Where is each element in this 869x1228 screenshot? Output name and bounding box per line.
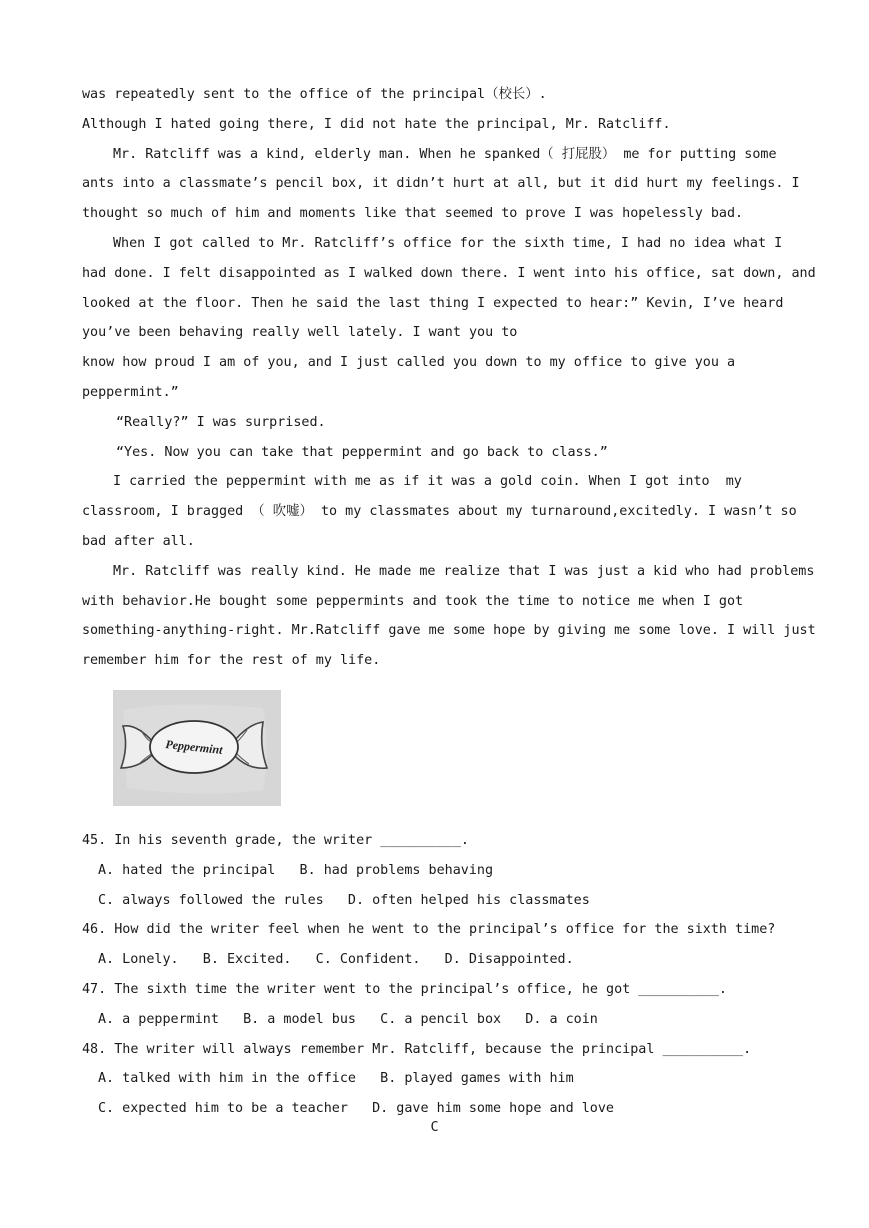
passage-line: “Yes. Now you can take that peppermint and go back to class.”: [116, 444, 608, 460]
question-45: [82, 826, 782, 915]
question-stem: 46. How did the writer feel when he went to the principal’s office for the sixth time?: [82, 922, 776, 938]
passage-line: Mr. Ratcliff was a kind, elderly man. When he spanked（ 打屁股） me for putting some: [113, 146, 777, 162]
passage-line: peppermint.”: [82, 384, 179, 400]
passage-line: was repeatedly sent to the office of the principal（校长）.: [82, 87, 547, 102]
passage-line: I carried the peppermint with me as if it was a gold coin. When I got into my: [113, 474, 742, 490]
passage-line: bad after all.: [82, 533, 195, 549]
passage-line: know how proud I am of you, and I just called you down to my office to give you a: [82, 355, 736, 371]
section-letter: C: [430, 1120, 439, 1135]
question-options: A. a peppermint B. a model bus C. a pencil box D. a coin: [98, 1011, 598, 1027]
passage-line: had done. I felt disappointed as I walked down there. I went into his office, sat down, and: [82, 265, 816, 281]
passage-line: ants into a classmate’s pencil box, it didn’t hurt at all, but it did hurt my feelings. I: [82, 176, 800, 192]
passage-line: remember him for the rest of my life.: [82, 653, 381, 669]
question-stem: 45. In his seventh grade, the writer __________.: [82, 832, 469, 848]
question-stem: 48. The writer will always remember Mr. Ratcliff, because the principal __________.: [82, 1041, 752, 1057]
question-options: C. always followed the rules D. often helped his classmates: [98, 892, 590, 908]
question-options: A. hated the principal B. had problems behaving: [98, 862, 494, 878]
question-stem: 47. The sixth time the writer went to the principal’s office, he got __________.: [82, 981, 727, 997]
passage-line: looked at the floor. Then he said the last thing I expected to hear:” Kevin, I’ve heard: [82, 295, 784, 311]
passage-line: When I got called to Mr. Ratcliff’s office for the sixth time, I had no idea what I: [113, 235, 783, 251]
passage-line: Mr. Ratcliff was really kind. He made me realize that I was just a kid who had problems: [113, 563, 815, 579]
passage-line: with behavior.He bought some peppermints and took the time to notice me when I got: [82, 593, 744, 609]
question-options: C. expected him to be a teacher D. gave him some hope and love: [98, 1101, 614, 1117]
passage-line: “Really?” I was surprised.: [116, 414, 326, 430]
question-47: [82, 975, 782, 1035]
question-46: [82, 915, 782, 975]
document-page: [82, 80, 816, 1124]
passage-line: Although I hated going there, I did not hate the principal, Mr. Ratcliff.: [82, 116, 671, 132]
passage: [82, 80, 816, 676]
question-48: [82, 1035, 782, 1124]
question-options: A. Lonely. B. Excited. C. Confident. D. Disappointed.: [98, 952, 574, 968]
passage-line: classroom, I bragged （ 吹嘘） to my classmates about my turnaround,excitedly. I wasn’t so: [82, 504, 797, 520]
peppermint-candy-image: [113, 690, 281, 806]
questions: [82, 826, 782, 1124]
passage-line: you’ve been behaving really well lately. I want you to: [82, 325, 518, 341]
passage-line: thought so much of him and moments like that seemed to prove I was hopelessly bad.: [82, 206, 744, 222]
candy-icon: [113, 690, 281, 806]
candy-label: Peppermint: [164, 736, 224, 757]
question-options: A. talked with him in the office B. played games with him: [98, 1071, 574, 1087]
passage-line: something-anything-right. Mr.Ratcliff gave me some hope by giving me some love. I will just: [82, 623, 816, 639]
